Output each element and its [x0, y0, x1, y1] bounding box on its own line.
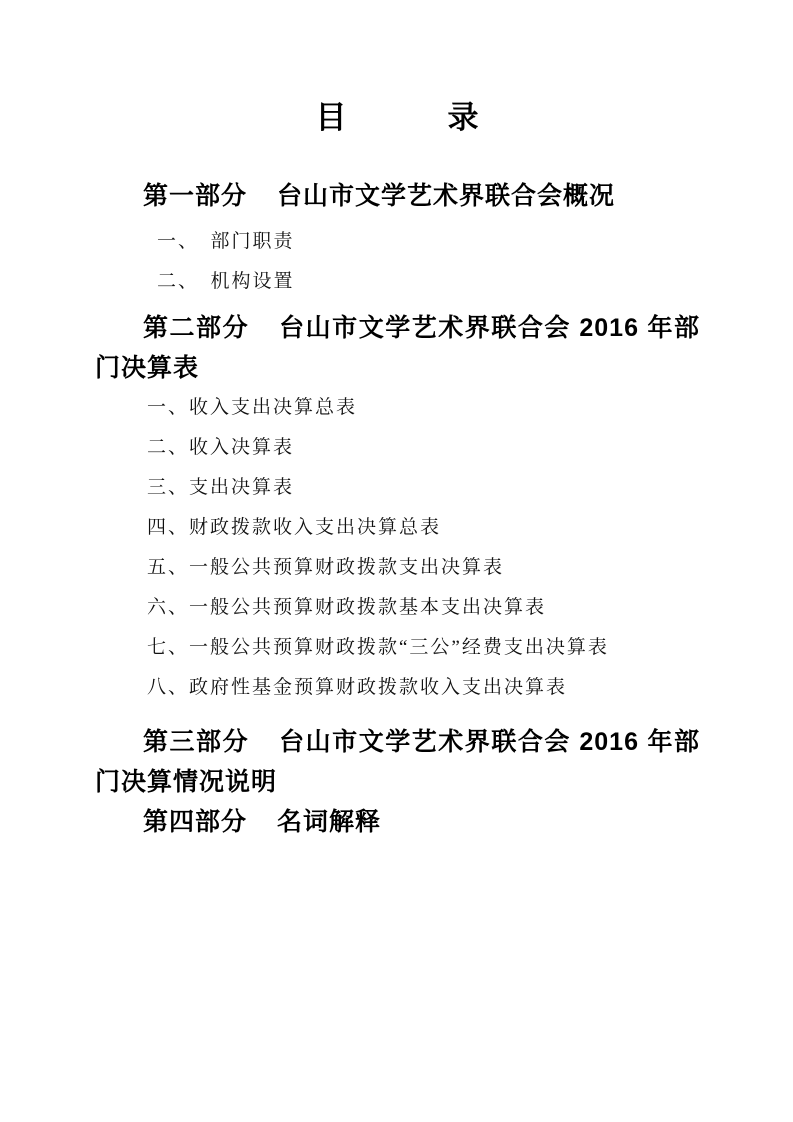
- part-2-heading: [95, 308, 700, 388]
- part-1-item-list: [95, 222, 700, 302]
- toc-item-gov-fund-budget: 八、政府性基金预算财政拨款收入支出决算表: [147, 677, 568, 698]
- part-1-title: 台山市文学艺术界联合会概况: [277, 182, 616, 210]
- toc-item-general-budget-expense: 五、一般公共预算财政拨款支出决算表: [147, 557, 505, 578]
- toc-item-general-budget-basic-expense: 六、一般公共预算财政拨款基本支出决算表: [147, 597, 547, 618]
- toc-item-expense-statement: 三、支出决算表: [147, 477, 295, 498]
- toc-item-dept-duties: 一、 部门职责: [157, 231, 295, 252]
- toc-item-three-public-funds: 七、一般公共预算财政拨款“三公”经费支出决算表: [147, 637, 609, 658]
- part-3-label: 第三部分: [143, 728, 250, 756]
- toc-item-org-structure: 二、 机构设置: [157, 271, 295, 292]
- page-title: [95, 0, 700, 140]
- part-1-label: 第一部分: [143, 182, 248, 210]
- part-2-item-list: [95, 388, 700, 708]
- part-3-heading: [95, 722, 700, 802]
- part-4-heading: [95, 802, 700, 842]
- title-char-lu: 录: [447, 100, 480, 135]
- part-2-label: 第二部分: [143, 314, 250, 342]
- toc-item-income-expense-summary: 一、收入支出决算总表: [147, 397, 358, 418]
- title-char-mu: 目: [315, 100, 348, 135]
- toc-item-fiscal-appropriation-summary: 四、财政拨款收入支出决算总表: [147, 517, 442, 538]
- toc-item-income-statement: 二、收入决算表: [147, 437, 295, 458]
- part-4-label: 第四部分: [143, 808, 248, 836]
- part-4-title: 名词解释: [277, 808, 382, 836]
- part-2-title: 台山市文学艺术界联合会 2016 年部门决算表: [95, 314, 700, 382]
- part-3-title: 台山市文学艺术界联合会 2016 年部门决算情况说明: [95, 728, 700, 796]
- part-1-heading: [95, 176, 700, 216]
